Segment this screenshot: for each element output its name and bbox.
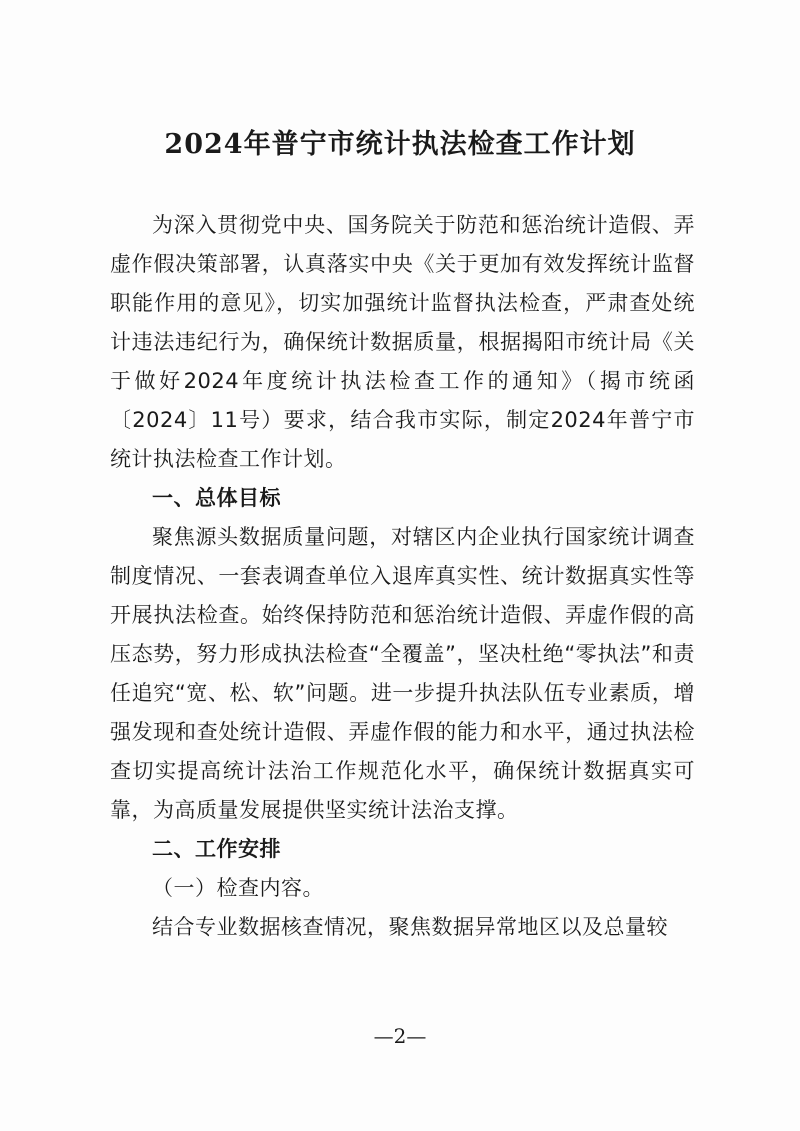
subsection-heading-1: （一）检查内容。 xyxy=(152,876,324,900)
subsection-1-paragraph: 结合专业数据核查情况，聚焦数据异常地区以及总量较 xyxy=(152,915,668,939)
document-body xyxy=(110,206,695,947)
document-title: 2024年普宁市统计执法检查工作计划 xyxy=(164,129,636,160)
section-1-paragraph: 聚焦源头数据质量问题，对辖区内企业执行国家统计调查制度情况、一套表调查单位入退库真实性、统计数据真实性等开展执法检查。始终保持防范和惩治统计造假、弄虚作假的高压态势，努力形成执法检查“全覆盖”，坚决杜绝“零执法”和责任追究“宽、松、软”问题。进一步提升执法队伍专业素质，增强发现和查处统计造假、弄虚作假的能力和水平，通过执法检查切实提高统计法治工作规范化水平，确保统计数据真实可靠，为高质量发展提供坚实统计法治支撑。 xyxy=(110,525,695,822)
section-heading-1: 一、总体目标 xyxy=(152,486,281,510)
section-heading-2: 二、工作安排 xyxy=(152,837,281,861)
page-number: —2— xyxy=(373,1024,427,1048)
intro-paragraph: 为深入贯彻党中央、国务院关于防范和惩治统计造假、弄虚作假决策部署，认真落实中央《关于更加有效发挥统计监督职能作用的意见》，切实加强统计监督执法检查，严肃查处统计违法违纪行为，确保统计数据质量，根据揭阳市统计局《关于做好2024年度统计执法检查工作的通知》（揭市统函〔2024〕11号）要求，结合我市实际，制定2024年普宁市统计执法检查工作计划。 xyxy=(110,213,695,471)
